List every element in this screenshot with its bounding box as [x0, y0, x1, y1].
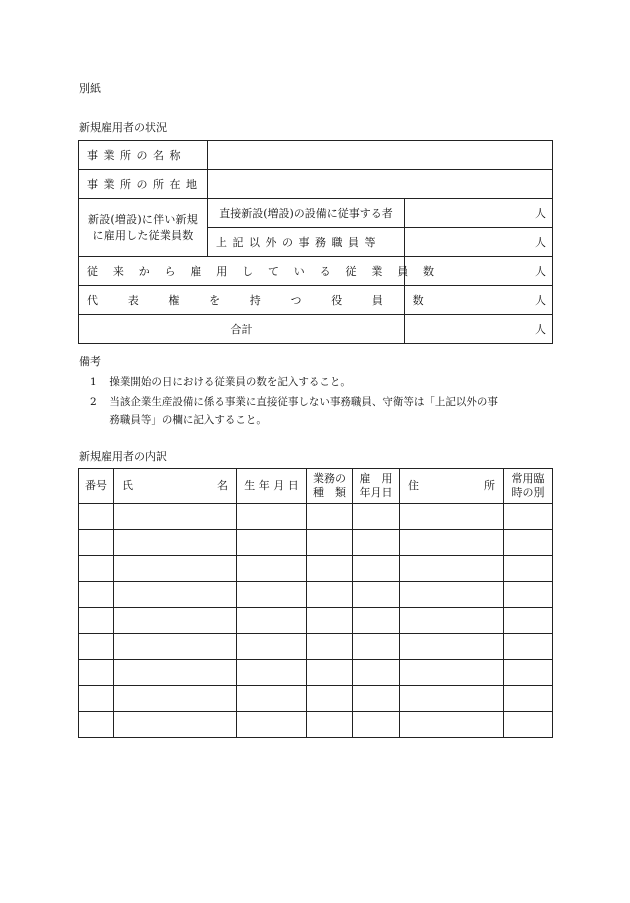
cell-birth-date[interactable] — [237, 686, 307, 712]
header-hire-date-line2: 年月日 — [359, 486, 393, 499]
header-number: 番号 — [79, 469, 114, 504]
appendix-label: 別紙 — [79, 82, 101, 95]
table-row — [79, 504, 553, 530]
cell-employment-type[interactable] — [504, 608, 553, 634]
label-other-staff: 上記以外の事務職員等 — [208, 228, 405, 257]
note-item — [90, 394, 498, 409]
cell-hire-date[interactable] — [353, 504, 400, 530]
cell-job-type[interactable] — [307, 556, 353, 582]
cell-number[interactable] — [79, 556, 114, 582]
cell-name[interactable] — [114, 634, 237, 660]
cell-birth-date[interactable] — [237, 582, 307, 608]
cell-job-type[interactable] — [307, 686, 353, 712]
note-item — [90, 374, 351, 389]
cell-address[interactable] — [400, 582, 504, 608]
value-total[interactable]: 人 — [405, 315, 553, 344]
cell-job-type[interactable] — [307, 608, 353, 634]
table-row — [79, 608, 553, 634]
note-text: 当該企業生産設備に係る事業に直接従事しない事務職員、守衛等は「上記以外の事 — [109, 396, 498, 408]
cell-job-type[interactable] — [307, 712, 353, 738]
cell-name[interactable] — [114, 712, 237, 738]
header-job-type-line2: 種 類 — [313, 486, 346, 499]
table-row — [79, 530, 553, 556]
label-existing-employees: 従来から雇用している従業員数 — [79, 257, 405, 286]
cell-job-type[interactable] — [307, 634, 353, 660]
section-title-breakdown: 新規雇用者の内訳 — [79, 450, 167, 463]
cell-birth-date[interactable] — [237, 712, 307, 738]
cell-number[interactable] — [79, 712, 114, 738]
table-row — [79, 660, 553, 686]
header-name-left: 氏 — [122, 479, 133, 492]
row-direct-workers — [79, 199, 553, 228]
cell-employment-type[interactable] — [504, 504, 553, 530]
cell-name[interactable] — [114, 582, 237, 608]
cell-employment-type[interactable] — [504, 530, 553, 556]
cell-employment-type[interactable] — [504, 686, 553, 712]
note-number: 1 — [90, 376, 97, 388]
value-existing-employees[interactable]: 人 — [405, 257, 553, 286]
header-hire-date-line1: 雇 用 — [359, 472, 393, 485]
table-row — [79, 712, 553, 738]
header-employment-line2: 時の別 — [511, 486, 545, 499]
value-office-name[interactable] — [208, 141, 553, 170]
cell-hire-date[interactable] — [353, 582, 400, 608]
row-existing-employees — [79, 257, 553, 286]
header-job-type-line1: 業務の — [313, 472, 346, 485]
cell-address[interactable] — [400, 686, 504, 712]
section-title-status: 新規雇用者の状況 — [79, 121, 167, 134]
row-office-name — [79, 141, 553, 170]
cell-employment-type[interactable] — [504, 556, 553, 582]
cell-number[interactable] — [79, 686, 114, 712]
cell-address[interactable] — [400, 556, 504, 582]
value-other-staff[interactable]: 人 — [405, 228, 553, 257]
table-body — [79, 504, 553, 738]
cell-employment-type[interactable] — [504, 634, 553, 660]
cell-employment-type[interactable] — [504, 660, 553, 686]
cell-address[interactable] — [400, 608, 504, 634]
cell-hire-date[interactable] — [353, 660, 400, 686]
table-row — [79, 556, 553, 582]
cell-address[interactable] — [400, 712, 504, 738]
cell-birth-date[interactable] — [237, 504, 307, 530]
cell-number[interactable] — [79, 530, 114, 556]
header-employment-line1: 常用臨 — [511, 472, 545, 485]
note-text: 務職員等」の欄に記入すること。 — [109, 414, 267, 426]
cell-birth-date[interactable] — [237, 660, 307, 686]
label-representatives: 代表権を持つ役員数 — [79, 286, 405, 315]
note-number: 2 — [90, 396, 97, 408]
note-item-continuation — [90, 412, 267, 427]
cell-name[interactable] — [114, 504, 237, 530]
cell-employment-type[interactable] — [504, 582, 553, 608]
table-row — [79, 686, 553, 712]
new-hire-status-table — [78, 140, 553, 344]
cell-employment-type[interactable] — [504, 712, 553, 738]
cell-number[interactable] — [79, 608, 114, 634]
cell-job-type[interactable] — [307, 582, 353, 608]
table-row — [79, 582, 553, 608]
table-header-row — [79, 469, 553, 504]
cell-name[interactable] — [114, 556, 237, 582]
new-hire-breakdown-table — [78, 468, 553, 738]
header-address-left: 住 — [408, 479, 419, 492]
cell-number[interactable] — [79, 504, 114, 530]
cell-name[interactable] — [114, 686, 237, 712]
header-address-right: 所 — [484, 479, 495, 492]
cell-hire-date[interactable] — [353, 686, 400, 712]
cell-job-type[interactable] — [307, 660, 353, 686]
cell-birth-date[interactable] — [237, 530, 307, 556]
label-office-location: 事業所の所在地 — [79, 170, 208, 199]
row-total — [79, 315, 553, 344]
label-direct-workers: 直接新設(増設)の設備に従事する者 — [208, 199, 405, 228]
cell-hire-date[interactable] — [353, 556, 400, 582]
header-job-type — [307, 469, 353, 504]
cell-job-type[interactable] — [307, 530, 353, 556]
cell-name[interactable] — [114, 530, 237, 556]
cell-name[interactable] — [114, 660, 237, 686]
row-representatives — [79, 286, 553, 315]
cell-birth-date[interactable] — [237, 634, 307, 660]
value-direct-workers[interactable]: 人 — [405, 199, 553, 228]
table-row — [79, 634, 553, 660]
header-birth-date: 生 年 月 日 — [237, 469, 307, 504]
value-representatives[interactable]: 人 — [405, 286, 553, 315]
cell-hire-date[interactable] — [353, 634, 400, 660]
header-employment-type — [504, 469, 553, 504]
cell-hire-date[interactable] — [353, 608, 400, 634]
cell-number[interactable] — [79, 634, 114, 660]
cell-birth-date[interactable] — [237, 608, 307, 634]
notes-title: 備考 — [79, 355, 101, 368]
label-office-name: 事業所の名称 — [79, 141, 208, 170]
cell-birth-date[interactable] — [237, 556, 307, 582]
value-office-location[interactable] — [208, 170, 553, 199]
row-office-location — [79, 170, 553, 199]
cell-number[interactable] — [79, 582, 114, 608]
cell-number[interactable] — [79, 660, 114, 686]
label-total: 合計 — [79, 315, 405, 344]
note-text: 操業開始の日における従業員の数を記入すること。 — [109, 376, 351, 388]
header-name-right: 名 — [217, 479, 228, 492]
cell-job-type[interactable] — [307, 504, 353, 530]
header-address — [400, 469, 504, 504]
header-hire-date — [353, 469, 400, 504]
header-name — [114, 469, 237, 504]
cell-address[interactable] — [400, 634, 504, 660]
cell-name[interactable] — [114, 608, 237, 634]
cell-address[interactable] — [400, 660, 504, 686]
cell-address[interactable] — [400, 530, 504, 556]
label-new-hire-group: 新設(増設)に伴い新規に雇用した従業員数 — [79, 199, 208, 257]
cell-hire-date[interactable] — [353, 530, 400, 556]
cell-address[interactable] — [400, 504, 504, 530]
cell-hire-date[interactable] — [353, 712, 400, 738]
